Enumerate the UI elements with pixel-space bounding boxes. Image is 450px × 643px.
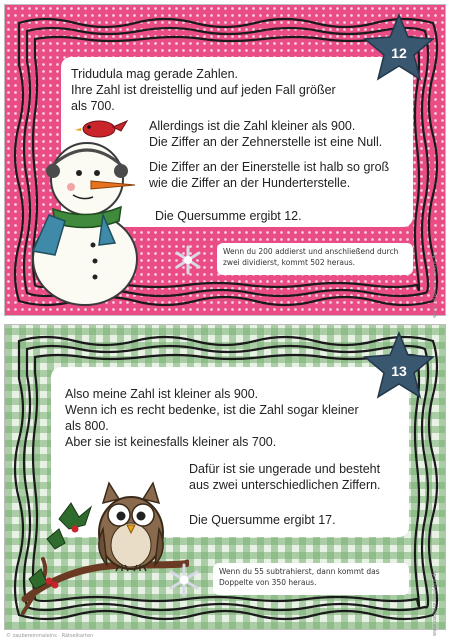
hint-line: zwei dividierst, kommt 502 heraus. [223, 258, 356, 267]
riddle-line: als 700. [71, 99, 115, 113]
riddle-line: Die Ziffer an der Einerstelle ist halb so groß [149, 160, 390, 174]
hint-box [217, 243, 413, 275]
riddle-line: Also meine Zahl ist kleiner als 900. [65, 387, 259, 401]
hint-box [213, 563, 409, 595]
side-credit-text: www.zaubereinmaleins.de [432, 570, 438, 636]
riddle-line: Die Ziffer an der Zehnerstelle ist eine Null. [149, 135, 383, 149]
owl-on-branch-icon [19, 469, 189, 619]
riddle-line: Ihre Zahl ist dreistellig und auf jeden Fall größer [71, 83, 336, 97]
card-number: 12 [391, 45, 407, 61]
riddle-line: Aber sie ist keinesfalls kleiner als 700. [65, 435, 277, 449]
riddle-line: Dafür ist sie ungerade und besteht [189, 462, 381, 476]
riddle-line: Allerdings ist die Zahl kleiner als 900. [149, 119, 356, 133]
footer-credit: © zaubereinmaleins · Rätselkarten [6, 633, 94, 639]
riddle-card-12 [4, 4, 446, 316]
riddle-line: Wenn ich es recht bedenke, ist die Zahl sogar kleiner [65, 403, 359, 417]
riddle-line: aus zwei unterschiedlichen Ziffern. [189, 478, 381, 492]
hint-line: Wenn du 200 addierst und anschließend durch [223, 247, 399, 256]
riddle-card-13 [4, 324, 446, 630]
hint-line: Wenn du 55 subtrahierst, dann kommt das [219, 567, 380, 576]
side-credit-text: www.zaubereinmaleins.de [432, 252, 438, 318]
riddle-line: Die Quersumme ergibt 17. [189, 513, 336, 527]
snowflake-icon [173, 245, 203, 275]
snowflake-icon [167, 563, 201, 597]
hint-line: Doppelte von 350 heraus. [219, 578, 317, 587]
card-number: 13 [391, 363, 407, 379]
riddle-line: als 800. [65, 419, 109, 433]
riddle-line: wie die Ziffer an der Hunderterstelle. [149, 176, 351, 190]
snowman-with-bird-icon [23, 111, 159, 307]
riddle-line: Tridudula mag gerade Zahlen. [71, 67, 238, 81]
riddle-line: Die Quersumme ergibt 12. [155, 209, 302, 223]
